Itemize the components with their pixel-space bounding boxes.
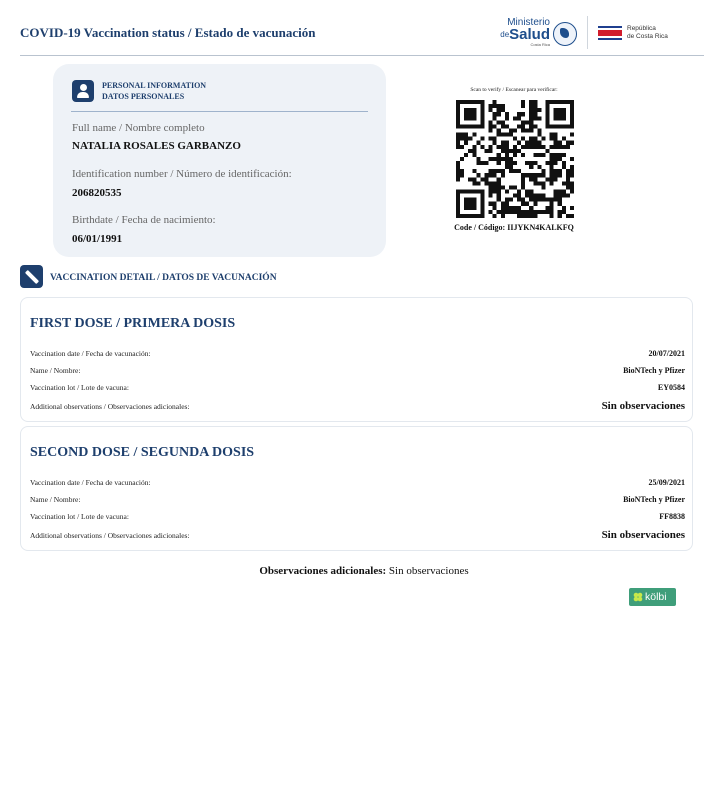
id-number-label: Identification number / Número de identificación: [72, 168, 292, 180]
qr-code-prefix: Code / Código: [454, 223, 506, 232]
salud-label [500, 27, 550, 43]
vaccination-date-value: 25/09/2021 [648, 478, 685, 487]
info-divider [71, 111, 368, 112]
ministerio-de-label: de [500, 30, 510, 39]
logo-divider [587, 16, 588, 49]
additional-observations-label: Observaciones adicionales: [259, 565, 387, 577]
vaccine-lot-value: EY0584 [657, 383, 685, 392]
dose-title: FIRST DOSE / PRIMERA DOSIS [30, 316, 236, 331]
kolbi-leaf-icon [633, 592, 643, 602]
republica-line2: de Costa Rica [627, 33, 668, 40]
id-number-value: 206820535 [72, 187, 122, 199]
vaccine-name-label: Name / Nombre: [30, 495, 81, 504]
qr-code-label [430, 223, 598, 232]
vaccination-date-value: 20/07/2021 [648, 349, 685, 358]
ministry-seal-icon [553, 22, 577, 46]
republica-label [627, 25, 668, 41]
qr-code[interactable] [456, 100, 574, 218]
second-dose-card [20, 426, 693, 551]
costa-rica-flag-icon [598, 26, 622, 40]
vaccination-date-label: Vaccination date / Fecha de vacunación: [30, 349, 151, 358]
additional-observations-value: Sin observaciones [388, 565, 469, 577]
ministerio-label: Ministerio [507, 17, 550, 28]
personal-info-heading-es: DATOS PERSONALES [102, 92, 185, 101]
observations-value: Sin observaciones [601, 400, 685, 412]
vaccination-section-title: VACCINATION DETAIL / DATOS DE VACUNACIÓN [50, 273, 277, 283]
birthdate-value: 06/01/1991 [72, 233, 123, 245]
header [20, 14, 704, 56]
vaccine-name-value: BioNTech y Pfizer [623, 366, 685, 375]
full-name-value: NATALIA ROSALES GARBANZO [72, 140, 241, 152]
personal-info-heading-en: PERSONAL INFORMATION [102, 81, 207, 90]
first-dose-card [20, 297, 693, 422]
observations-label: Additional observations / Observaciones adicionales: [30, 402, 190, 411]
page-title: COVID-19 Vaccination status / Estado de vacunación [20, 25, 316, 40]
dose-title: SECOND DOSE / SEGUNDA DOSIS [30, 445, 255, 460]
personal-info-card [53, 64, 386, 257]
vaccine-lot-label: Vaccination lot / Lote de vacuna: [30, 383, 129, 392]
vaccine-lot-value: FF8838 [659, 512, 685, 521]
salud-text: Salud [509, 26, 550, 43]
republica-line1: República [627, 25, 656, 32]
qr-code-value: IIJYKN4KALKFQ [507, 223, 574, 232]
observations-label: Additional observations / Observaciones adicionales: [30, 531, 190, 540]
vaccine-name-label: Name / Nombre: [30, 366, 81, 375]
syringe-icon [20, 265, 43, 288]
birthdate-label: Birthdate / Fecha de nacimiento: [72, 214, 216, 226]
qr-caption: Scan to verify / Escanear para verificar: [470, 87, 558, 93]
kolbi-text: kölbi [645, 591, 667, 603]
ministerio-logo [502, 17, 580, 49]
vaccination-date-label: Vaccination date / Fecha de vacunación: [30, 478, 151, 487]
vaccine-lot-label: Vaccination lot / Lote de vacuna: [30, 512, 129, 521]
person-icon [72, 80, 94, 102]
full-name-label: Full name / Nombre completo [72, 122, 205, 134]
vaccine-name-value: BioNTech y Pfizer [623, 495, 685, 504]
observations-value: Sin observaciones [601, 529, 685, 541]
ministerio-country-label: Costa Rica [530, 42, 550, 47]
kolbi-logo [629, 588, 676, 606]
additional-observations [0, 565, 728, 577]
